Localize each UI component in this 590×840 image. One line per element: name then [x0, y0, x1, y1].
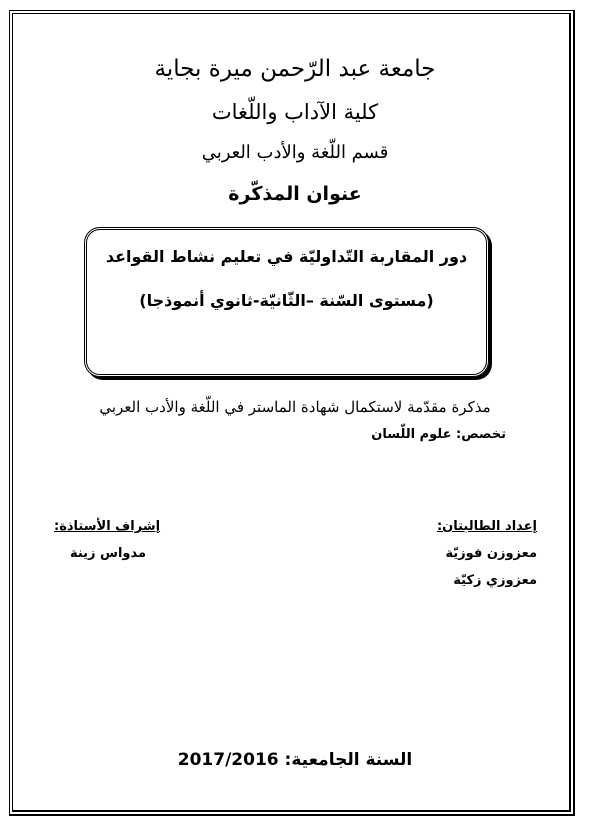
department-name: قسم اللّغة والأدب العربي [201, 142, 389, 163]
students-block [437, 519, 537, 600]
supervisor-heading: إشراف الأستاذة: [54, 519, 161, 534]
title-box [84, 227, 489, 377]
academic-year: السنة الجامعية: 2017/2016 [177, 750, 413, 770]
supervisor-name: مدواس زينة [69, 546, 147, 561]
students-heading: إعداد الطالبتان: [436, 519, 537, 534]
memo-title-label: عنوان المذكّرة [228, 183, 362, 205]
faculty-name: كلية الآداب واللّغات [211, 100, 379, 124]
specialization: تخصص: علوم اللّسان [371, 427, 506, 442]
thesis-title: دور المقاربة التّداوليّة في تعليم نشاط القواعد [105, 247, 468, 266]
student-name: معزوزي زكيّة [453, 573, 537, 588]
university-name: جامعة عبد الرّحمن ميرة بجاية [154, 56, 436, 82]
student-name: معزوزن فوزيّة [445, 546, 537, 561]
supervisor-block [54, 519, 160, 573]
thesis-purpose: مذكرة مقدّمة لاستكمال شهادة الماستر في اللّغة والأدب العربي [99, 398, 491, 416]
thesis-subtitle: (مستوى السّنة –الثّانيّة-ثانوي أنموذجا) [139, 291, 434, 310]
